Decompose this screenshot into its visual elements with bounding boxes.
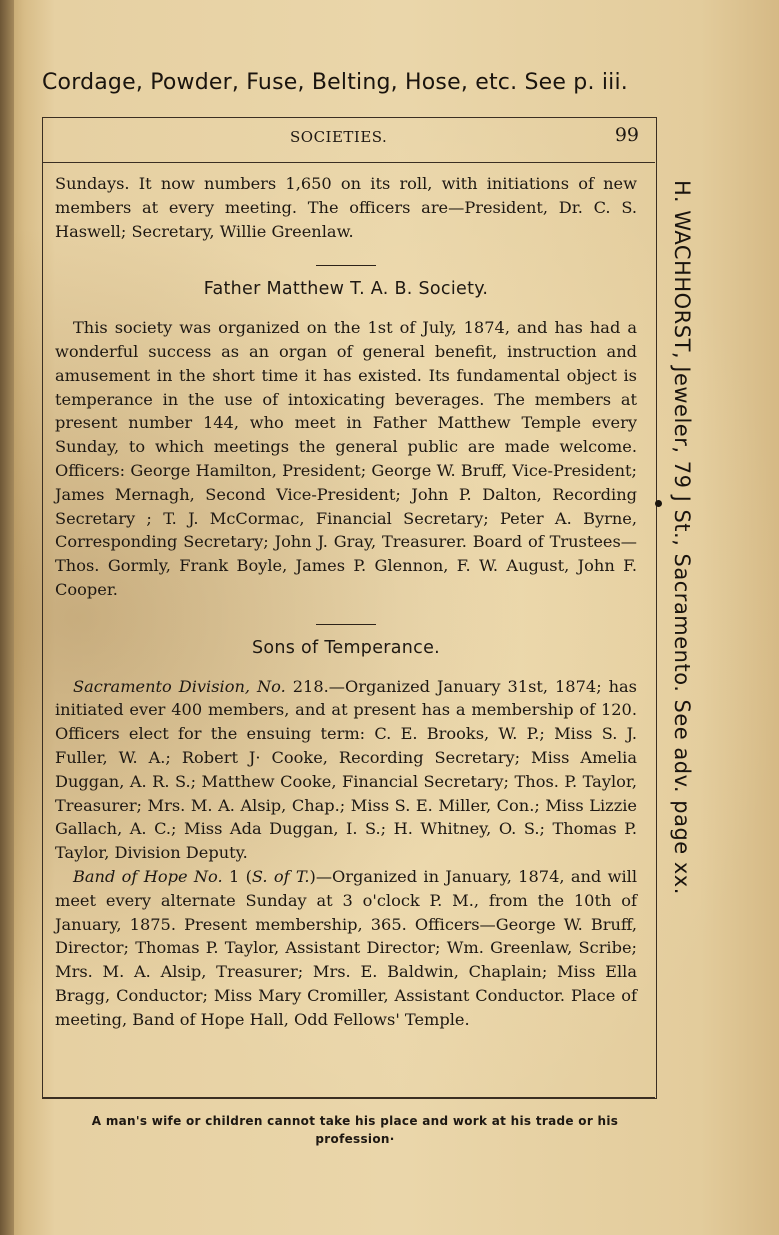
footer-rule — [42, 1097, 655, 1098]
top-advertisement-text: Cordage, Powder, Fuse, Belting, Hose, etc. See p. iii. — [42, 70, 628, 95]
header-rule — [42, 162, 655, 163]
section-divider — [316, 624, 376, 625]
band-of-hope-text: )—Organized in January, 1874, and will meet every alternate Sunday at 3 o'clock P. M., from the 10th of January, 1875. Present membership, 365. Officers—George W. Bruff, Director; Thomas P. Taylor, Assistant Director; Wm. Greenlaw, Scribe; Mrs. M. A. Alsip, Treasurer; Mrs. E. Baldwin, Chaplain; Miss Ella Bragg, Conductor; Miss Mary Cromiller, Assistant Conductor. Place of meeting, Band of Hope Hall, Odd Fellows' Temple. — [55, 866, 637, 1029]
running-head — [42, 120, 655, 164]
book-spine-shadow — [0, 0, 14, 1235]
sacramento-division-title: Sacramento Division, No. — [73, 676, 286, 696]
sacramento-division-paragraph — [55, 675, 637, 865]
section-heading-sons-of-temperance: Sons of Temperance. — [251, 637, 441, 658]
section-heading-father-matthew: Father Matthew T. A. B. Society. — [203, 279, 489, 300]
band-of-hope-paragraph — [55, 865, 637, 1032]
footer-note: A man's wife or children cannot take his place and work at his trade or his profession· — [91, 1114, 619, 1146]
sacramento-division-text: 218.—Organized January 31st, 1874; has initiated ever 400 members, and at present has a membership of 120. Officers elect for the ensuing term: C. E. Brooks, W. P.; Miss S. J. Fuller, W. A.; Robert J· Cooke, Recording Secretary; Miss Amelia Duggan, A. R. S.; Matthew Cooke, Financial Secretary; Thos. P. Taylor, Treasurer; Mrs. M. A. Alsip, Chap.; Miss S. E. Miller, Con.; Miss Lizzie Gallach, A. C.; Miss Ada Duggan, I. S.; H. Whitney, O. S.; Thomas P. Taylor, Division Deputy. — [55, 676, 637, 863]
ink-dot — [655, 500, 662, 507]
section-divider — [316, 265, 376, 266]
intro-paragraph: Sundays. It now numbers 1,650 on its roll, with initiations of new members at every meeting. The officers are—President, Dr. C. S. Haswell; Secretary, Willie Greenlaw. — [55, 174, 637, 241]
band-of-hope-affiliation: S. of T. — [251, 866, 310, 886]
top-advertisement — [42, 70, 667, 95]
father-matthew-paragraph: This society was organized on the 1st of July, 1874, and has had a wonderful success as an organ of general benefit, instruction and amusement in the short time it has existed. Its fundamental object is temperance in the use of intoxicating beverages. The members at present number 144, who meet in Father Matthew Temple every Sunday, to which meetings the general public are made welcome. Officers: George Hamilton, President; George W. Bruff, Vice-President; James Mernagh, Second Vice-President; John P. Dalton, Recording Secretary ; T. J. McCormac, Financial Secretary; Peter A. Byrne, Corresponding Secretary; John J. Gray, Treasurer. Board of Trustees—Thos. Gormly, Frank Boyle, James P. Glennon, F. W. August, John F. Cooper. — [55, 318, 637, 599]
side-advertisement: H. WACHHORST, Jeweler, 79 J St., Sacramento. See adv. page xx. — [670, 180, 694, 895]
band-of-hope-number: 1 ( — [222, 866, 252, 886]
band-of-hope-title: Band of Hope No. — [73, 866, 223, 886]
running-title: SOCIETIES. — [290, 128, 388, 146]
page-body — [55, 172, 637, 1032]
page-number: 99 — [614, 124, 639, 146]
